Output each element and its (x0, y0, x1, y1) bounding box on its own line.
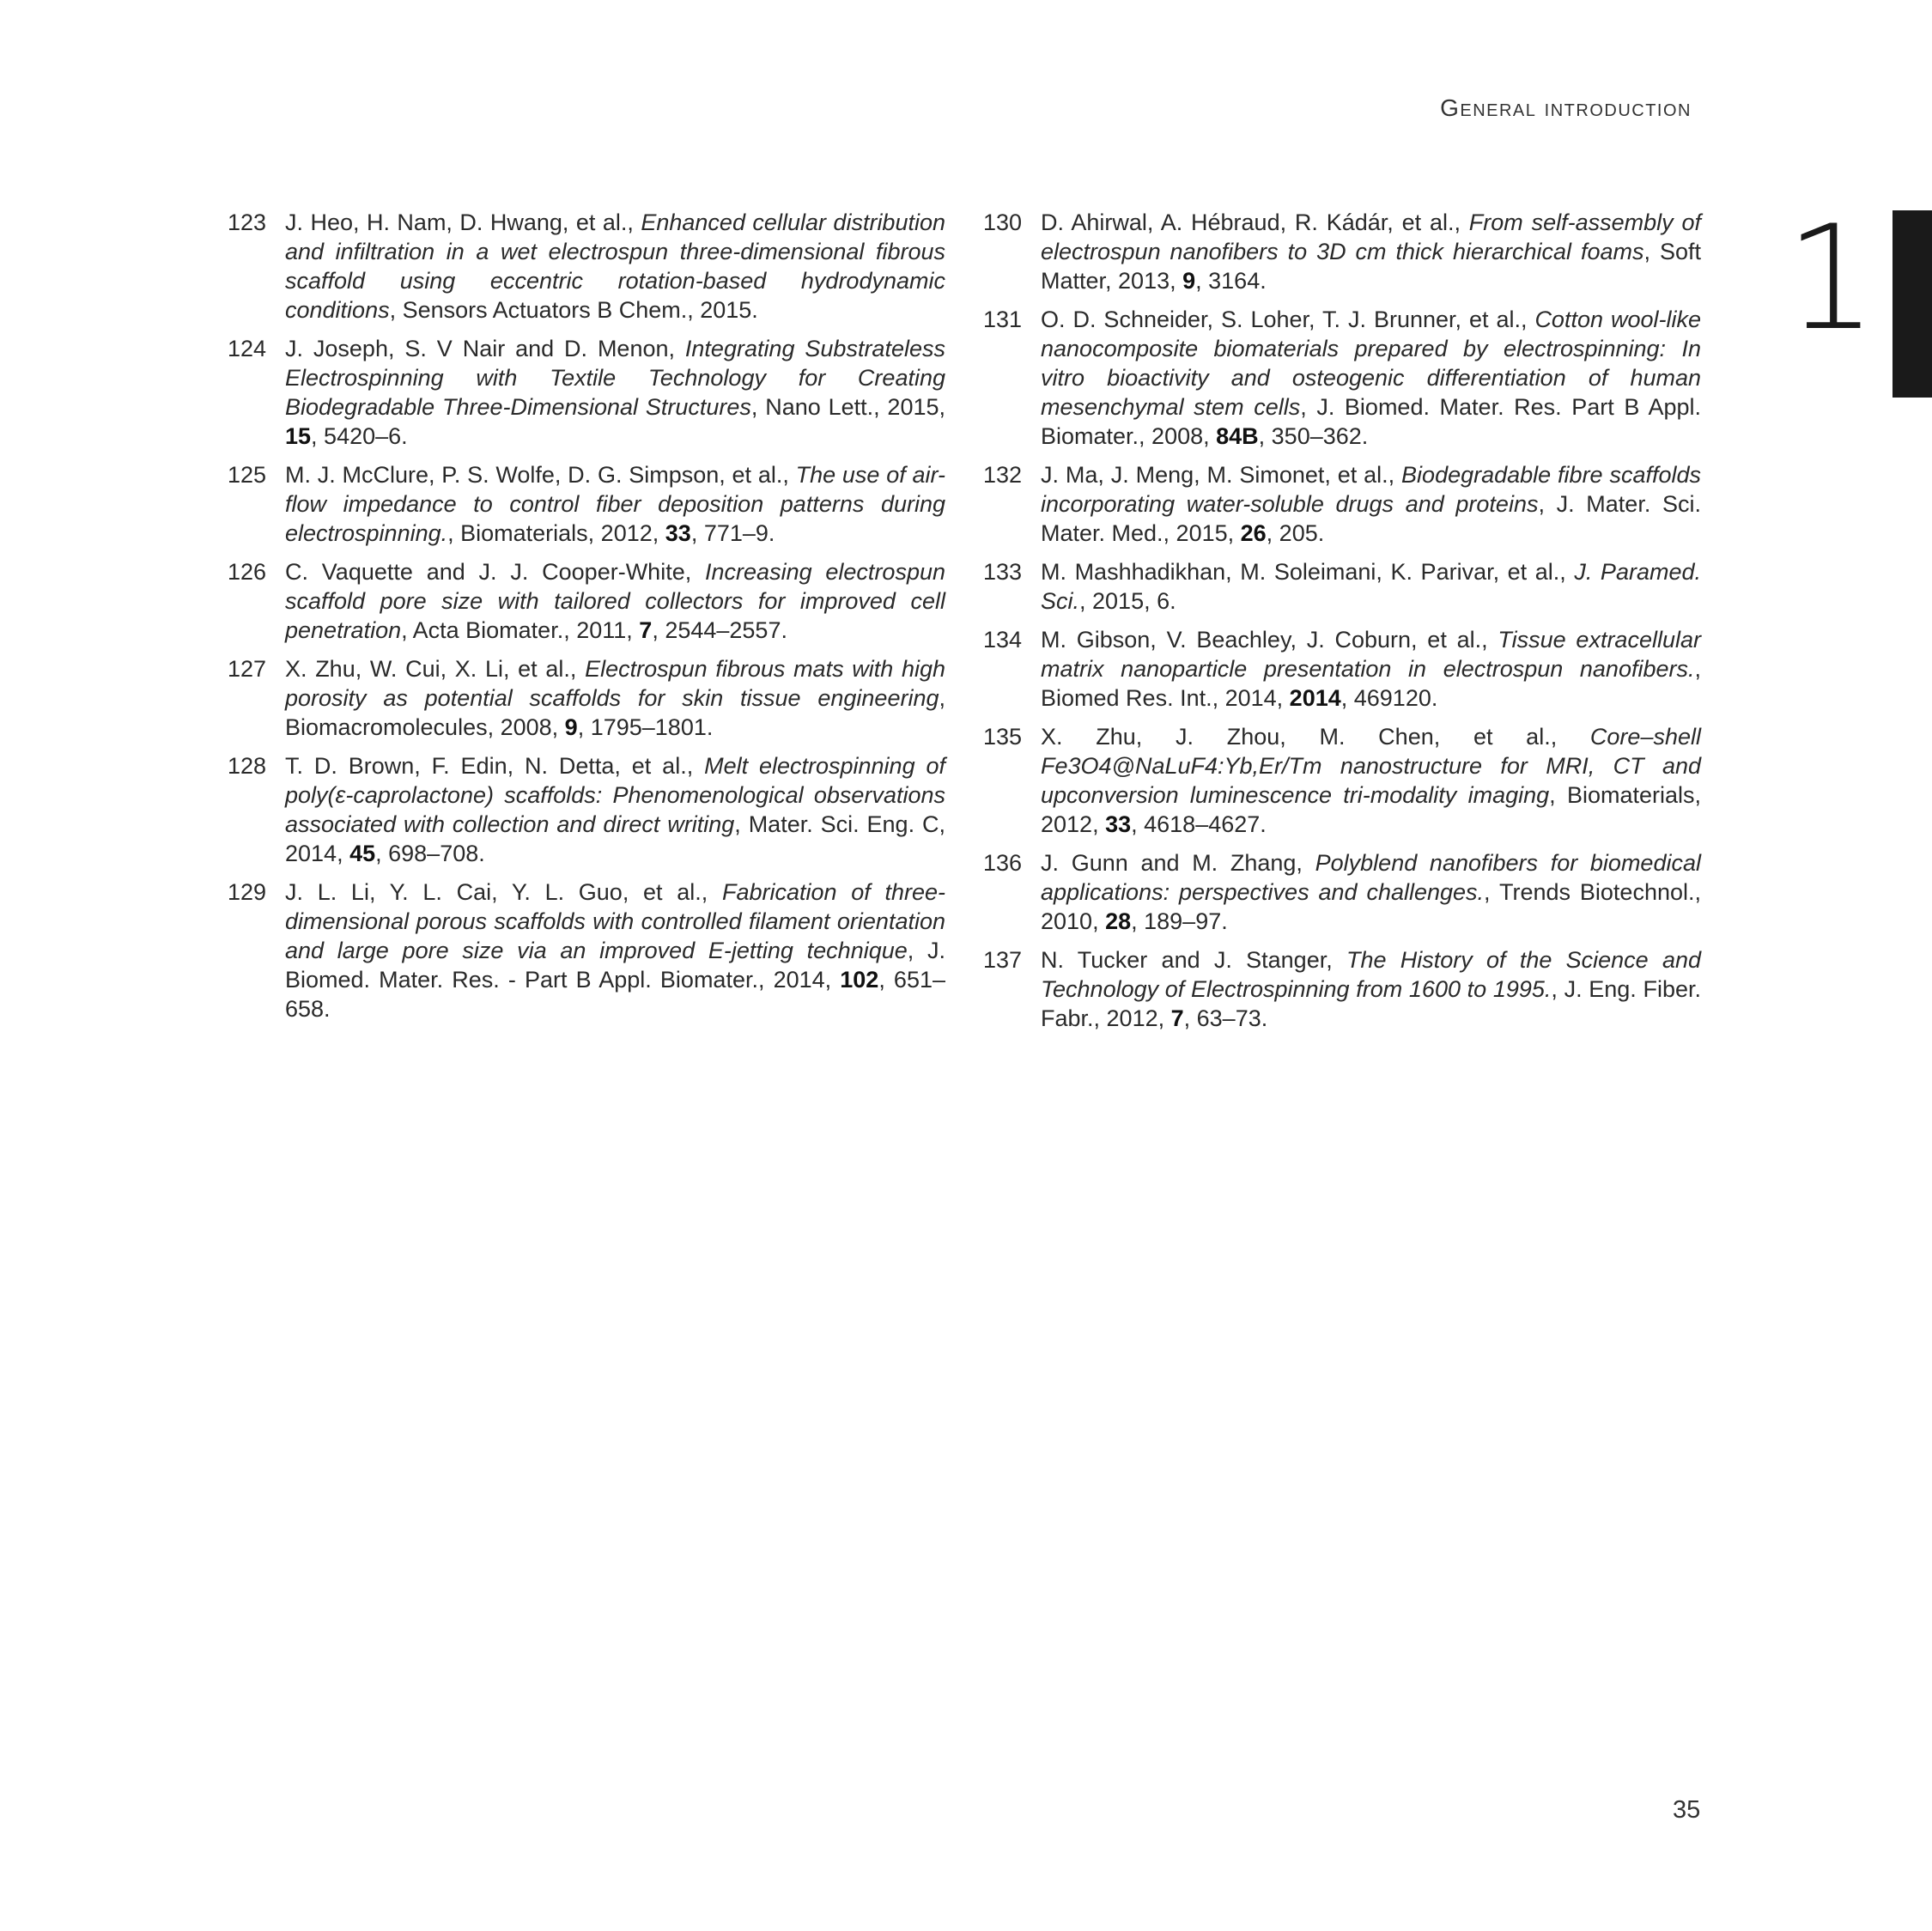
reference-entry (983, 305, 1701, 451)
reference-number: 134 (983, 627, 1023, 653)
reference-authors: X. Zhu, W. Cui, X. Li, et al., (285, 656, 586, 682)
reference-text (1041, 848, 1701, 936)
reference-number: 137 (983, 947, 1023, 973)
reference-source: , Sensors Actuators B Chem., 2015. (389, 297, 758, 323)
reference-entry (983, 848, 1701, 936)
reference-pages: , 5420–6. (311, 423, 408, 449)
reference-entry (983, 722, 1701, 839)
reference-volume: 2014 (1289, 685, 1341, 711)
reference-text (285, 557, 945, 645)
reference-authors: J. Ma, J. Meng, M. Simonet, et al., (1041, 462, 1402, 488)
reference-title: From self-assembly of electrospun nanofibers to 3D cm thick hierarchical foams (1041, 209, 1701, 264)
reference-volume: 9 (564, 714, 578, 740)
reference-source: , Trends Biotechnol., 2010, (1041, 879, 1701, 934)
reference-volume: 84B (1216, 423, 1259, 449)
reference-pages: , 205. (1266, 520, 1325, 546)
reference-source: , Biomaterials, 2012, (1041, 782, 1702, 837)
reference-volume: 9 (1182, 268, 1196, 294)
reference-pages: , 4618–4627. (1131, 811, 1267, 837)
reference-text (285, 208, 945, 325)
reference-entry (983, 557, 1701, 616)
reference-number: 130 (983, 209, 1023, 235)
reference-title: Increasing electrospun scaffold pore size with tailored collectors for improved cell penetration (285, 559, 945, 643)
reference-text (285, 460, 945, 548)
reference-text (1041, 557, 1701, 616)
reference-title: The use of air-flow impedance to control fiber deposition patterns during electrospinning. (285, 462, 945, 546)
reference-volume: 26 (1240, 520, 1267, 546)
reference-volume: 15 (285, 423, 312, 449)
reference-text (1041, 945, 1701, 1033)
reference-authors: C. Vaquette and J. J. Cooper-White, (285, 559, 706, 585)
reference-number: 125 (228, 462, 267, 488)
reference-source: , Mater. Sci. Eng. C, 2014, (285, 811, 945, 866)
reference-source: , Biomaterials, 2012, (447, 520, 665, 546)
reference-title: Polyblend nanofibers for biomedical applications: perspectives and challenges. (1041, 850, 1701, 905)
reference-text (1041, 305, 1701, 451)
reference-number: 127 (228, 656, 267, 682)
reference-entry (228, 334, 945, 451)
reference-pages: , 469120. (1340, 685, 1438, 711)
reference-entry (983, 945, 1701, 1033)
reference-title: Tissue extracellular matrix nanoparticle presentation in electrospun nanofibers. (1041, 627, 1701, 682)
reference-pages: , 1795–1801. (577, 714, 714, 740)
reference-text (285, 334, 945, 451)
reference-authors: M. Gibson, V. Beachley, J. Coburn, et al., (1041, 627, 1498, 653)
reference-source: , J. Eng. Fiber. Fabr., 2012, (1041, 976, 1701, 1031)
reference-authors: N. Tucker and J. Stanger, (1041, 947, 1346, 973)
reference-volume: 7 (1170, 1005, 1184, 1031)
reference-number: 135 (983, 724, 1023, 750)
reference-title: Electrospun fibrous mats with high porosity as potential scaffolds for skin tissue engineering (285, 656, 945, 711)
reference-entry (228, 557, 945, 645)
reference-entry (983, 460, 1701, 548)
reference-number: 136 (983, 850, 1023, 876)
chapter-tab (1893, 210, 1932, 398)
reference-authors: J. Heo, H. Nam, D. Hwang, et al., (285, 209, 641, 235)
reference-entry (983, 208, 1701, 295)
reference-text (1041, 722, 1701, 839)
reference-number: 132 (983, 462, 1023, 488)
reference-title: Enhanced cellular distribution and infiltration in a wet electrospun three-dimensional fibrous scaffold using eccentric rotation-based hydrodynamic conditions (285, 209, 946, 323)
reference-list-left (228, 208, 945, 1033)
reference-text (285, 654, 945, 742)
reference-pages: , 771–9. (690, 520, 775, 546)
reference-source: , Nano Lett., 2015, (750, 394, 945, 420)
reference-pages: , 189–97. (1131, 908, 1228, 934)
reference-entry (228, 751, 945, 868)
reference-authors: O. D. Schneider, S. Loher, T. J. Brunner, et al., (1041, 307, 1535, 332)
reference-entry (228, 654, 945, 742)
reference-title: J. Paramed. Sci. (1041, 559, 1701, 614)
reference-source: , 2015, 6. (1079, 588, 1176, 614)
reference-source: , Soft Matter, 2013, (1041, 239, 1702, 294)
reference-entry (228, 460, 945, 548)
reference-volume: 102 (840, 967, 879, 993)
reference-text (285, 751, 945, 868)
running-head: General introduction (1440, 94, 1692, 121)
reference-authors: X. Zhu, J. Zhou, M. Chen, et al., (1041, 724, 1590, 750)
chapter-number: 1 (1785, 194, 1877, 362)
reference-source: , Acta Biomater., 2011, (401, 617, 640, 643)
reference-number: 126 (228, 559, 267, 585)
reference-authors: M. J. McClure, P. S. Wolfe, D. G. Simpson, et al., (285, 462, 796, 488)
reference-volume: 28 (1105, 908, 1132, 934)
reference-pages: , 3164. (1195, 268, 1267, 294)
reference-authors: J. Joseph, S. V Nair and D. Menon, (285, 336, 685, 361)
reference-number: 128 (228, 753, 267, 779)
reference-authors: J. L. Li, Y. L. Cai, Y. L. Guo, et al., (285, 879, 722, 905)
reference-title: The History of the Science and Technology of Electrospinning from 1600 to 1995. (1041, 947, 1701, 1002)
reference-text (285, 877, 945, 1023)
reference-title: Biodegradable fibre scaffolds incorporating water-soluble drugs and proteins (1041, 462, 1701, 517)
reference-entry (228, 208, 945, 325)
reference-title: Core–shell Fe3O4@NaLuF4:Yb,Er/Tm nanostructure for MRI, CT and upconversion luminescence tri-modality imaging (1041, 724, 1701, 808)
reference-number: 133 (983, 559, 1023, 585)
reference-source: , J. Biomed. Mater. Res. Part B Appl. Biomater., 2008, (1041, 394, 1701, 449)
reference-number: 131 (983, 307, 1023, 332)
reference-title: Fabrication of three-dimensional porous scaffolds with controlled filament orientation and large pore size via an improved E-jetting technique (285, 879, 945, 963)
reference-pages: , 2544–2557. (652, 617, 787, 643)
reference-pages: , 350–362. (1258, 423, 1369, 449)
reference-source: , J. Mater. Sci. Mater. Med., 2015, (1041, 491, 1701, 546)
reference-volume: 45 (349, 841, 376, 866)
reference-pages: , 63–73. (1183, 1005, 1268, 1031)
reference-text (1041, 625, 1701, 713)
reference-source: , J. Biomed. Mater. Res. - Part B Appl. Biomater., 2014, (285, 938, 946, 993)
reference-entry (228, 877, 945, 1023)
reference-title: Melt electrospinning of poly(ε-caprolactone) scaffolds: Phenomenological observations associated with collection and direct writing (285, 753, 945, 837)
reference-pages: , 698–708. (375, 841, 485, 866)
reference-authors: J. Gunn and M. Zhang, (1041, 850, 1315, 876)
reference-volume: 33 (665, 520, 691, 546)
reference-title: Integrating Substrateless Electrospinning with Textile Technology for Creating Biodegradable Three-Dimensional Structures (285, 336, 945, 420)
reference-pages: , 651–658. (285, 967, 945, 1022)
reference-text (1041, 460, 1701, 548)
reference-list-right (983, 208, 1701, 1042)
reference-volume: 7 (639, 617, 653, 643)
reference-number: 123 (228, 209, 267, 235)
reference-volume: 33 (1105, 811, 1132, 837)
page-number: 35 (1673, 1796, 1701, 1824)
reference-source: , Biomacromolecules, 2008, (285, 685, 945, 740)
reference-authors: M. Mashhadikhan, M. Soleimani, K. Parivar, et al., (1041, 559, 1575, 585)
reference-number: 129 (228, 879, 267, 905)
reference-authors: D. Ahirwal, A. Hébraud, R. Kádár, et al., (1041, 209, 1469, 235)
reference-text (1041, 208, 1701, 295)
reference-authors: T. D. Brown, F. Edin, N. Detta, et al., (285, 753, 705, 779)
reference-entry (983, 625, 1701, 713)
reference-title: Cotton wool-like nanocomposite biomaterials prepared by electrospinning: In vitro bioactivity and osteogenic differentiation of human mesenchymal stem cells (1041, 307, 1701, 420)
reference-number: 124 (228, 336, 267, 361)
reference-source: , Biomed Res. Int., 2014, (1041, 656, 1701, 711)
